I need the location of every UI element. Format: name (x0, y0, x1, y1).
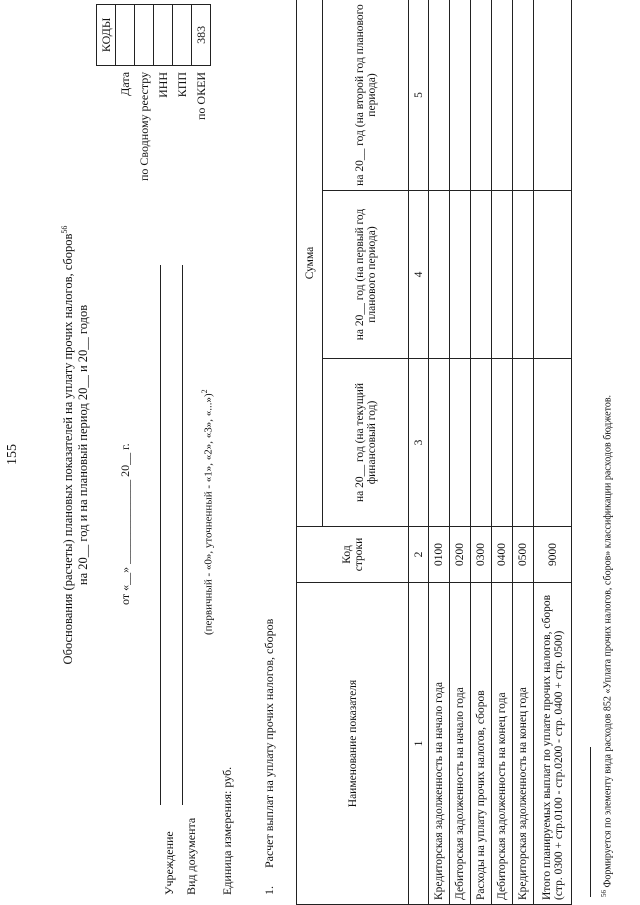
row-name: Кредиторская задолженность на начало года (429, 583, 450, 905)
header-year-first: на 20__ год (на первый год планового периода) (323, 191, 409, 359)
footnote-divider (590, 747, 591, 897)
title-line-1: Обоснования (расчеты) плановых показателей на уплату прочих налогов, сборов (61, 233, 76, 665)
institution-label: Учреждение (162, 831, 176, 895)
value-cell[interactable] (429, 359, 450, 527)
code-value-date[interactable] (116, 4, 135, 65)
header-year-second: на 20__ год (на второй год планового периода) (323, 0, 409, 191)
table-row-total (534, 0, 572, 905)
table-row (471, 0, 492, 905)
code-label-okei: по ОКЕИ (193, 71, 208, 121)
doc-type-label: Вид документа (184, 817, 198, 895)
column-number: 1 (409, 583, 429, 905)
value-cell[interactable] (450, 0, 471, 191)
header-year-current: на 20__ год (на текущий финансовый год) (323, 359, 409, 527)
value-cell[interactable] (471, 191, 492, 359)
section-title: Расчет выплат на уплату прочих налогов, сборов (262, 618, 276, 868)
institution-field[interactable] (160, 265, 161, 805)
code-value-registry[interactable] (135, 4, 154, 65)
header-sum: Сумма (297, 0, 323, 527)
unit-label: Единица измерения: руб. (220, 766, 234, 895)
value-cell[interactable] (450, 359, 471, 527)
value-cell[interactable] (534, 191, 572, 359)
page-number: 155 (5, 444, 20, 465)
value-cell[interactable] (450, 191, 471, 359)
section-heading (262, 619, 277, 895)
section-number: 1. (262, 886, 276, 895)
codes-header: КОДЫ (97, 4, 116, 65)
value-cell[interactable] (534, 359, 572, 527)
value-cell[interactable] (513, 0, 534, 191)
value-cell[interactable] (492, 191, 513, 359)
value-cell[interactable] (471, 359, 492, 527)
footnote-text: Формируется по элементу вида расходов 852 «Уплата прочих налогов, сборов» классификации расходов бюджетов. (602, 394, 614, 888)
row-name: Итого планируемых выплат по уплате прочих налогов, сборов (стр. 0300 + стр.0100 - стр.0200 - стр. 0400 + стр. 0500) (534, 583, 572, 905)
doc-type-hint: (первичный - «0», уточненный - «1», «2», «3», «...»)$^2$ (200, 389, 215, 635)
doc-type-field[interactable] (182, 265, 183, 805)
table-row (492, 0, 513, 905)
table-row (429, 0, 450, 905)
table-row (450, 0, 471, 905)
row-code: 9000 (534, 527, 572, 583)
column-number: 2 (409, 527, 429, 583)
column-number: 4 (409, 191, 429, 359)
title-footnote-mark: 56 (60, 225, 69, 234)
code-label-kpp: КПП (174, 71, 189, 98)
value-cell[interactable] (534, 0, 572, 191)
footnote (600, 395, 613, 897)
value-cell[interactable] (492, 359, 513, 527)
value-cell[interactable] (513, 191, 534, 359)
code-label-inn: ИНН (155, 71, 170, 98)
title-line-2: на 20__ год и на плановый период 20__ и 20__ годов (76, 304, 90, 586)
row-name: Дебиторская задолженность на конец года (492, 583, 513, 905)
code-label-registry: по Сводному реестру (136, 71, 151, 181)
row-name: Расходы на уплату прочих налогов, сборов (471, 583, 492, 905)
row-code: 0100 (429, 527, 450, 583)
row-code: 0500 (513, 527, 534, 583)
column-numbers-row (409, 0, 429, 905)
value-cell[interactable] (492, 0, 513, 191)
codes-table (96, 4, 211, 185)
row-code: 0200 (450, 527, 471, 583)
row-name: Кредиторская задолженность на конец года (513, 583, 534, 905)
value-cell[interactable] (471, 0, 492, 191)
header-code: Код строки (297, 527, 409, 583)
code-value-inn[interactable] (154, 4, 173, 65)
calculation-table (296, 0, 572, 905)
code-value-okei[interactable]: 383 (192, 4, 211, 65)
value-cell[interactable] (429, 0, 450, 191)
column-number: 5 (409, 0, 429, 191)
row-code: 0400 (492, 527, 513, 583)
document-title (60, 135, 76, 755)
row-code: 0300 (471, 527, 492, 583)
document-date: от «__» ______________ 20__ г. (118, 443, 132, 605)
code-label-date: Дата (117, 71, 132, 96)
table-row (513, 0, 534, 905)
value-cell[interactable] (513, 359, 534, 527)
value-cell[interactable] (429, 191, 450, 359)
header-name: Наименование показателя (297, 583, 409, 905)
footnote-mark: 56 (600, 890, 608, 897)
code-value-kpp[interactable] (173, 4, 192, 65)
row-name: Дебиторская задолженность на начало года (450, 583, 471, 905)
column-number: 3 (409, 359, 429, 527)
